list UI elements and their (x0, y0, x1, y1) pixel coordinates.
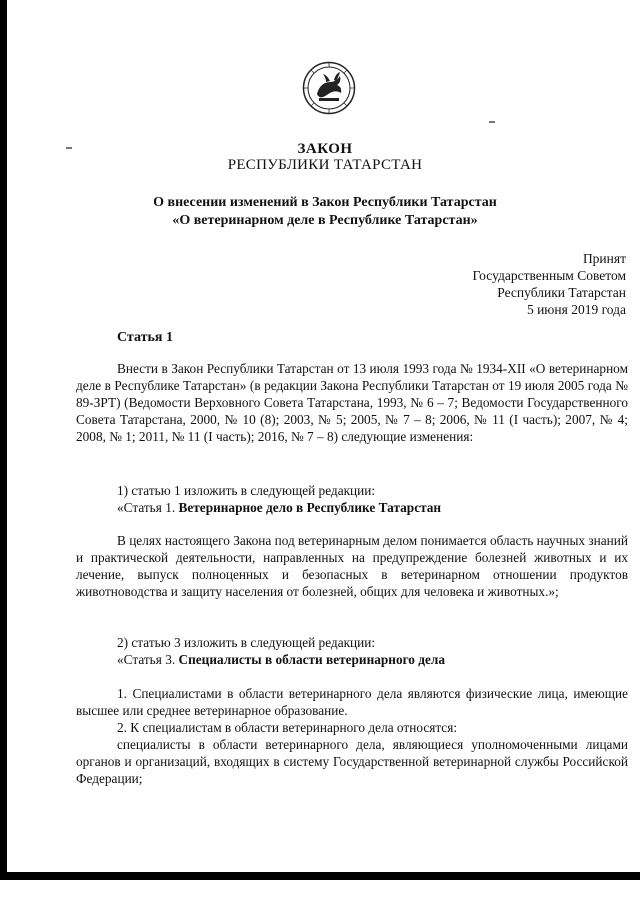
adoption-date: 5 июня 2019 года (526, 302, 626, 317)
scan-mark (489, 121, 495, 123)
article-1-heading (117, 499, 640, 516)
article-3-heading (117, 651, 640, 668)
adoption-line: Республики Татарстан (497, 285, 626, 300)
law-title-line: О внесении изменений в Закон Республики Татарстан (153, 195, 497, 210)
scan-mark (66, 147, 72, 149)
adoption-line: Принят (582, 251, 626, 266)
article-intro-paragraph: Внести в Закон Республики Татарстан от 13 июля 1993 года № 1934-XII «О ветеринарном деле в Республике Татарстан» (в редакции Закона Республики Татарстан от 19 июля 2005 года № 89-ЗРТ) (Ведомости Верховного Совета Татарстана, 1993, № 6 – 7; Ведомости Государственного Совета Татарстана, 2000, № 10 (8); 2003, № 5; 2005, № 7 – 8; 2006, № 11 (I часть); 2007, № 4; 2008, № 1; 2011, № 11 (I часть); 2016, № 7 – 8) следующие изменения: (76, 361, 628, 444)
amendment-item: 2) статью 3 изложить в следующей редакции: (117, 635, 376, 650)
article-3-paragraph-1: 1. Специалистами в области ветеринарного дела являются физические лица, имеющие высшее или среднее ветеринарное образование. (76, 686, 628, 718)
amendment-item: 1) статью 1 изложить в следующей редакции: (117, 483, 376, 498)
scan-border-bottom (0, 872, 640, 880)
article-prefix: «Статья 1. (117, 500, 176, 515)
document-type: ЗАКОН (297, 141, 353, 157)
article-3-paragraph-2: 2. К специалистам в области ветеринарного дела относятся: (117, 720, 458, 735)
article-3-paragraph-3: специалисты в области ветеринарного дела, являющиеся уполномоченными лицами органов и организаций, входящих в систему Государственной ветеринарной службы Российской Федерации; (76, 737, 628, 786)
issuing-authority: РЕСПУБЛИКИ ТАТАРСТАН (227, 157, 423, 173)
article-heading: Статья 1 (117, 330, 173, 345)
scan-border-left (0, 0, 7, 880)
article-title: Ветеринарное дело в Республике Татарстан (178, 500, 442, 515)
law-title (90, 194, 560, 230)
article-title: Специалисты в области ветеринарного дела (178, 652, 446, 667)
adoption-block (366, 250, 626, 318)
article-prefix: «Статья 3. (117, 652, 176, 667)
law-title-line: «О ветеринарном деле в Республике Татарстан» (172, 213, 478, 228)
article-1-text: В целях настоящего Закона под ветеринарным делом понимается область научных знаний и практической деятельности, направленных на предупреждение болезней животных и их лечение, выпуск полноценных и безопасных в ветеринарном отношении продуктов животноводства и защиту населения от болезней, общих для человека и животных.»; (76, 533, 628, 599)
adoption-line: Государственным Советом (472, 268, 626, 283)
tatarstan-emblem-icon (302, 61, 356, 115)
